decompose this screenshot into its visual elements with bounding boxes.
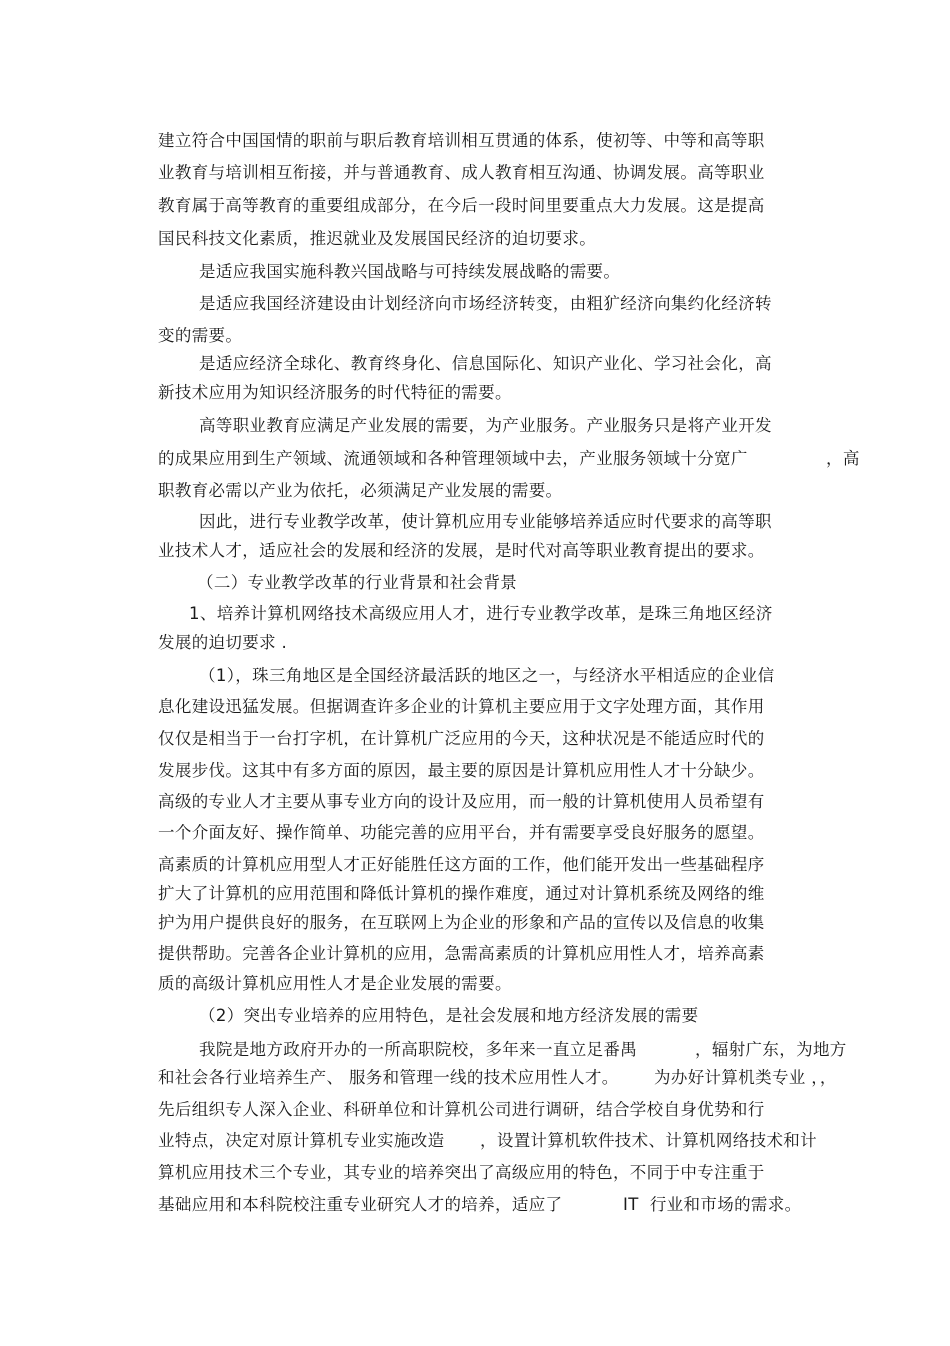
text-line: ，设置计算机软件技术、计算机网络技术和计	[480, 1131, 817, 1150]
text-line: 我院是地方政府开办的一所高职院校，多年来一直立足番禺	[199, 1040, 638, 1059]
text-line: 高级的专业人才主要从事专业方向的设计及应用，而一般的计算机使用人员希望有	[158, 792, 765, 811]
text-line: 护为用户提供良好的服务，在互联网上为企业的形象和产品的宣传以及信息的收集	[158, 913, 765, 932]
text-line: 为办好计算机类专业 ，，	[654, 1068, 837, 1087]
text-line: 1、培养计算机网络技术高级应用人才，进行专业教学改革，是珠三角地区经济	[189, 604, 773, 623]
text-line: 质的高级计算机应用性人才是企业发展的需要。	[158, 974, 512, 993]
text-line: 是适应我国经济建设由计划经济向市场经济转变，由粗犷经济向集约化经济转	[199, 294, 772, 313]
text-line: ，高	[826, 449, 860, 468]
text-line: （1），珠三角地区是全国经济最活跃的地区之一，与经济水平相适应的企业信	[199, 666, 775, 685]
text-line: IT 行业和市场的需求。	[623, 1195, 802, 1214]
text-line: 一个介面友好、操作简单、功能完善的应用平台，并有需要享受良好服务的愿望。	[158, 823, 765, 842]
text-line: 是适应我国实施科教兴国战略与可持续发展战略的需要。	[199, 262, 621, 281]
text-line: 发展的迫切要求 .	[158, 633, 288, 652]
text-line: 业特点，决定对原计算机专业实施改造	[158, 1131, 445, 1150]
text-line: 和社会各行业培养生产、 服务和管理一线的技术应用性人才。	[158, 1068, 619, 1087]
text-line: （2）突出专业培养的应用特色，是社会发展和地方经济发展的需要	[199, 1006, 699, 1025]
text-line: 新技术应用为知识经济服务的时代特征的需要。	[158, 383, 512, 402]
section-heading: （二）专业教学改革的行业背景和社会背景	[197, 573, 518, 592]
text-line: 息化建设迅猛发展。但据调查许多企业的计算机主要应用于文字处理方面，其作用	[158, 697, 765, 716]
text-line: 变的需要。	[158, 326, 243, 345]
text-line: 高素质的计算机应用型人才正好能胜任这方面的工作，他们能开发出一些基础程序	[158, 855, 765, 874]
text-line: 教育属于高等教育的重要组成部分，在今后一段时间里要重点大力发展。这是提高	[158, 196, 765, 215]
text-line: 算机应用技术三个专业，其专业的培养突出了高级应用的特色，不同于中专注重于	[158, 1163, 765, 1182]
text-line: 建立符合中国国情的职前与职后教育培训相互贯通的体系，使初等、中等和高等职	[158, 131, 765, 150]
text-line: 仅仅是相当于一台打字机，在计算机广泛应用的今天，这种状况是不能适应时代的	[158, 729, 765, 748]
text-line: 业教育与培训相互衔接，并与普通教育、成人教育相互沟通、协调发展。高等职业	[158, 163, 765, 182]
text-line: 因此，进行专业教学改革，使计算机应用专业能够培养适应时代要求的高等职	[199, 512, 772, 531]
text-line: 的成果应用到生产领域、流通领域和各种管理领域中去，产业服务领域十分宽广	[158, 449, 748, 468]
text-line: ，辐射广东，为地方	[695, 1040, 847, 1059]
text-line: 高等职业教育应满足产业发展的需要，为产业服务。产业服务只是将产业开发	[199, 416, 772, 435]
text-line: 提供帮助。完善各企业计算机的应用，急需高素质的计算机应用性人才，培养高素	[158, 944, 765, 963]
text-line: 是适应经济全球化、教育终身化、信息国际化、知识产业化、学习社会化，高	[199, 354, 772, 373]
text-line: 基础应用和本科院校注重专业研究人才的培养，适应了	[158, 1195, 563, 1214]
text-line: 扩大了计算机的应用范围和降低计算机的操作难度，通过对计算机系统及网络的维	[158, 884, 765, 903]
text-line: 发展步伐。这其中有多方面的原因，最主要的原因是计算机应用性人才十分缺少。	[158, 761, 765, 780]
text-line: 职教育必需以产业为依托，必须满足产业发展的需要。	[158, 481, 563, 500]
text-line: 业技术人才，适应社会的发展和经济的发展，是时代对高等职业教育提出的要求。	[158, 541, 765, 560]
text-line: 先后组织专人深入企业、科研单位和计算机公司进行调研，结合学校自身优势和行	[158, 1100, 765, 1119]
text-line: 国民科技文化素质，推迟就业及发展国民经济的迫切要求。	[158, 229, 597, 248]
